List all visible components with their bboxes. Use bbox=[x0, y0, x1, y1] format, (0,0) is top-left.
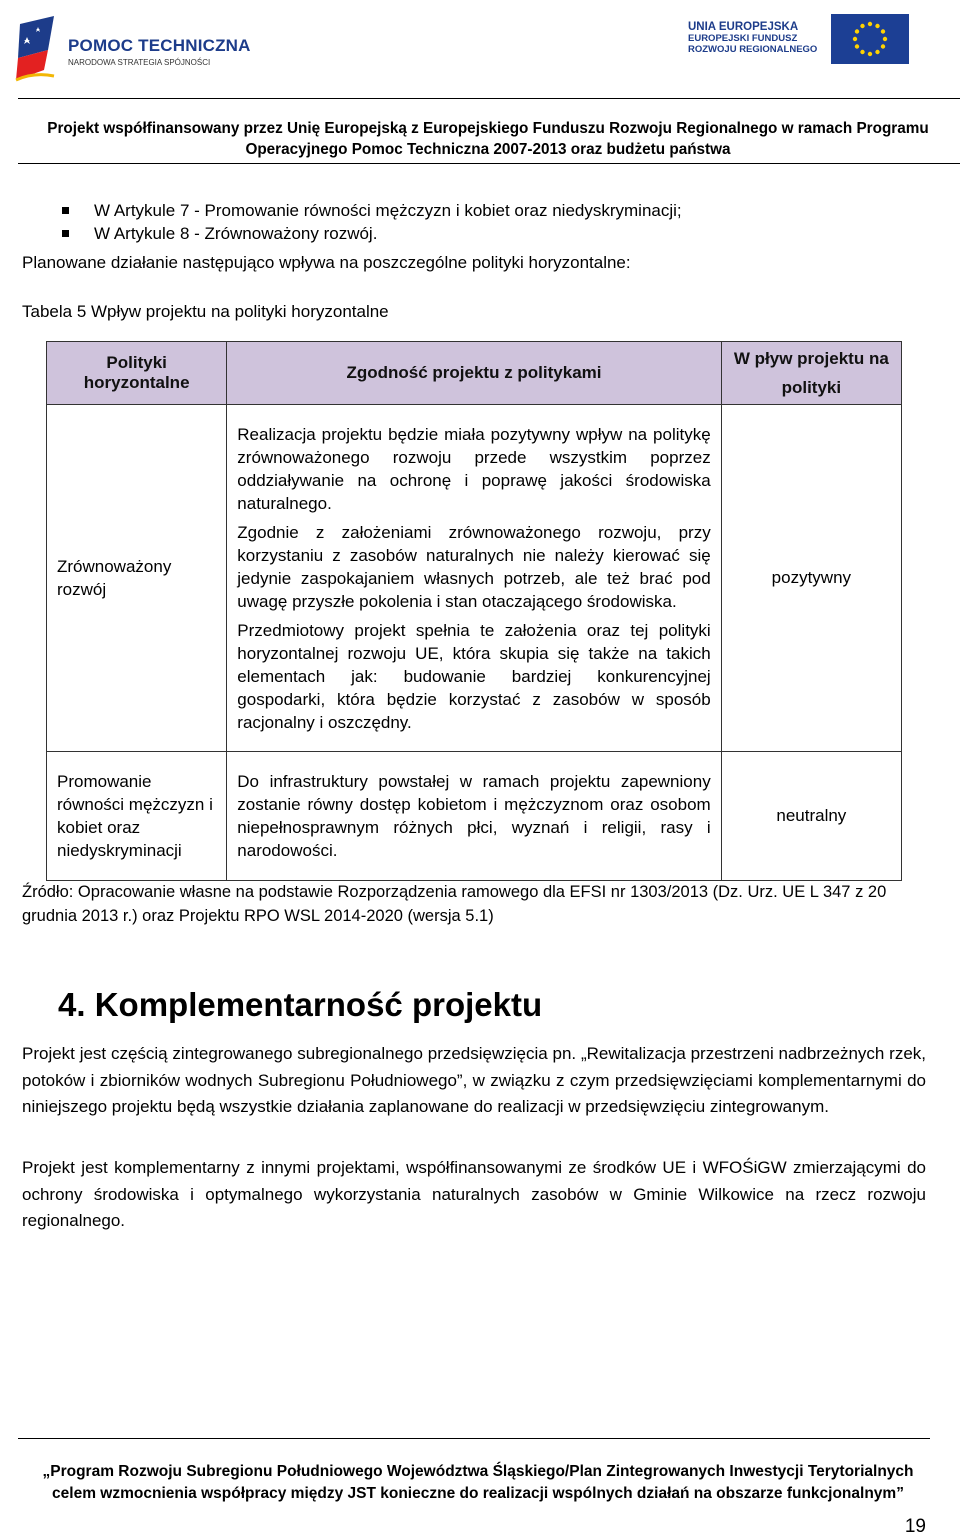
horizontal-policies-table bbox=[46, 341, 902, 881]
cofinancing-note bbox=[18, 118, 958, 160]
pomoc-techniczna-logo bbox=[14, 12, 254, 92]
policy-cell: Promowanie równości mężczyzn i kobiet oraz niedyskryminacji bbox=[47, 752, 227, 881]
compliance-paragraph: Zgodnie z założeniami zrównoważonego rozwoju, przy korzystaniu z zasobów naturalnych nie należy kierować się jedynie zaspokajaniem własnych potrzeb, ale też brać pod uwagę przyszłe pokolenia i stan otaczającego środowiska. bbox=[237, 522, 711, 611]
header-impact: W pływ projektu na polityki bbox=[721, 342, 901, 405]
list-item: W Artykule 8 - Zrównoważony rozwój. bbox=[62, 222, 682, 245]
section-title: Komplementarność projektu bbox=[94, 986, 543, 1023]
compliance-paragraph: Realizacja projektu będzie miała pozytywny wpływ na politykę zrównoważonego rozwoju przede wszystkim poprzez oddziaływanie na ochronę i poprawę jakości środowiska naturalnego. bbox=[237, 424, 711, 513]
header-compliance: Zgodność projektu z politykami bbox=[227, 342, 721, 405]
page-number: 19 bbox=[904, 1516, 926, 1537]
footer-line2: celem wzmocnienia współpracy między JST konieczne do realizacji wspólnych działań na obszarze funkcjonalnym” bbox=[52, 1485, 904, 1502]
article-bullet-list bbox=[62, 199, 682, 245]
table-header-row bbox=[47, 342, 902, 405]
section-number: 4. bbox=[58, 986, 86, 1023]
table-row bbox=[47, 405, 902, 752]
header-policies: Polityki horyzontalne bbox=[47, 342, 227, 405]
footer-divider bbox=[18, 1438, 930, 1439]
flag-swoosh-icon bbox=[14, 14, 66, 88]
logo-title: POMOC TECHNICZNA bbox=[68, 36, 251, 55]
bullet-square-icon bbox=[62, 230, 69, 237]
section-paragraph: Projekt jest częścią zintegrowanego subregionalnego przedsięwzięcia pn. „Rewitalizacja przestrzeni nadbrzeżnych rzek, potoków i zbiorników wodnych Subregionu Południowego”, w związku z czym przedsięwzięciami komplementarnymi do niniejszego projektu będą wszystkie działania zaplanowane do realizacji w przedsięwzięciu zintegrowanym. bbox=[22, 1044, 926, 1116]
eu-logo-line2: EUROPEJSKI FUNDUSZ bbox=[688, 33, 798, 44]
impact-cell: neutralny bbox=[721, 752, 901, 881]
source-note: Źródło: Opracowanie własne na podstawie Rozporządzenia ramowego dla EFSI nr 1303/2013 (Dz. Urz. UE L 347 z 20 grudnia 2013 r.) oraz Projektu RPO WSL 2014-2020 (wersja 5.1) bbox=[22, 883, 887, 925]
section-paragraph: Projekt jest komplementarny z innymi projektami, współfinansowanymi ze środków UE i WFOŚiGW zmierzającymi do ochrony środowiska i optymalnego wykorzystania naturalnych zasobów w Gminie Wilkowice na rzecz rozwoju regionalnego. bbox=[22, 1158, 926, 1230]
eu-logo-line3: ROZWOJU REGIONALNEGO bbox=[688, 44, 818, 55]
compliance-paragraph: Przedmiotowy projekt spełnia te założenia oraz tej polityki horyzontalnej rozwoju UE, która skupia się także na takich elementach jak: budowanie bardziej konkurencyjnej gospodarki, która będzie korzystać z zasobów w sposób racjonalny i oszczędny. bbox=[237, 620, 711, 732]
compliance-cell bbox=[227, 405, 721, 752]
eu-logo-line1: UNIA EUROPEJSKA bbox=[688, 21, 799, 33]
section-heading bbox=[58, 986, 542, 1024]
header-divider bbox=[18, 98, 960, 99]
policy-cell: Zrównoważony rozwój bbox=[47, 405, 227, 752]
eu-flag-icon bbox=[831, 14, 909, 64]
table-row bbox=[47, 752, 902, 881]
cofinancing-line2: Operacyjnego Pomoc Techniczna 2007-2013 oraz budżetu państwa bbox=[245, 141, 731, 158]
compliance-cell bbox=[227, 752, 721, 881]
bullet-square-icon bbox=[62, 207, 69, 214]
compliance-paragraph: Do infrastruktury powstałej w ramach projektu zapewniony zostanie równy dostęp kobietom i mężczyznom oraz osobom niepełnosprawnym różnych płci, wyznań i religii, rasy i narodowości. bbox=[237, 772, 711, 860]
table-caption: Tabela 5 Wpływ projektu na polityki horyzontalne bbox=[22, 302, 389, 321]
impact-cell: pozytywny bbox=[721, 405, 901, 752]
cofinancing-line1: Projekt współfinansowany przez Unię Europejską z Europejskiego Funduszu Rozwoju Regionalnego w ramach Programu bbox=[47, 120, 929, 137]
list-item: W Artykule 7 - Promowanie równości mężczyzn i kobiet oraz niedyskryminacji; bbox=[62, 199, 682, 222]
footer-program-note bbox=[18, 1461, 938, 1505]
logo-subtitle: NARODOWA STRATEGIA SPÓJNOŚCI bbox=[68, 58, 211, 67]
header-divider-bottom bbox=[18, 163, 960, 164]
intro-line: Planowane działanie następująco wpływa na poszczególne polityki horyzontalne: bbox=[22, 253, 631, 272]
footer-line1: „Program Rozwoju Subregionu Południowego Województwa Śląskiego/Plan Zintegrowanych Inwestycji Terytorialnych bbox=[42, 1463, 914, 1480]
eu-logo bbox=[688, 14, 918, 72]
